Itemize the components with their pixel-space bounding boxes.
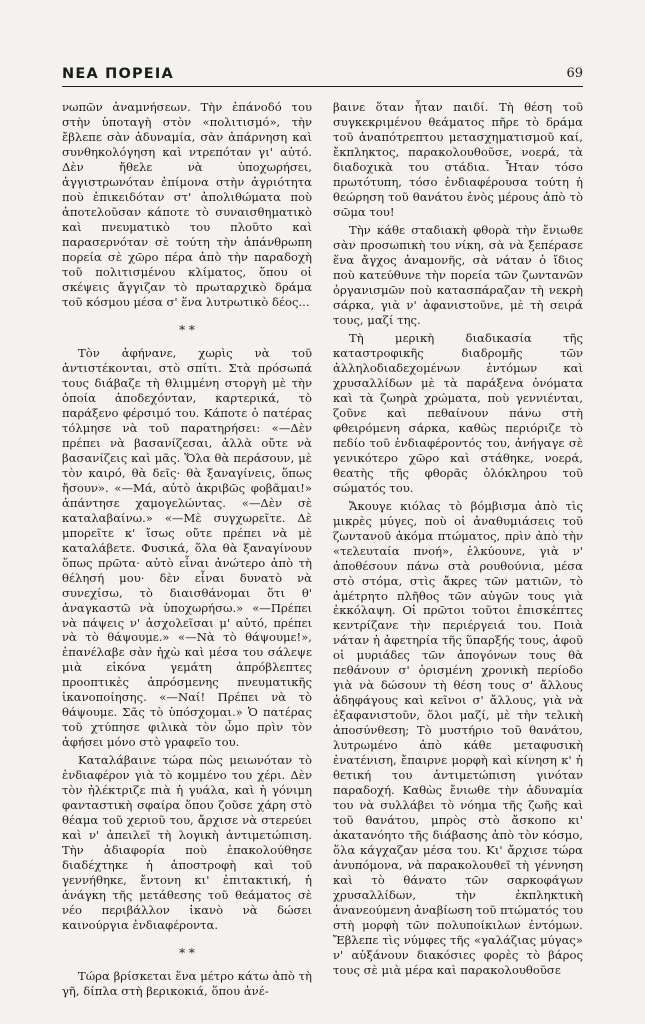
section-separator <box>62 947 312 959</box>
paragraph: Τὸν ἀφήνανε, χωρὶς νὰ τοῦ ἀντιστέκονται, στὸ σπίτι. Στὰ πρόσωπά τους διάβαζε τὴ θλιμμένη στοργὴ μὲ τὴν ὁποία ἀποδεχόνταν, καρτερικά, τὸ παράξενο φέρσιμό του. Κάποτε ὁ πατέρας τόλμησε νὰ τοῦ παρατηρήσει: «—Δὲν πρέπει νὰ βασανίζεσαι, ἀλλὰ οὔτε νὰ βασανίζεις καὶ μᾶς. Ὅλα θὰ περάσουν, μὲ τὸν καιρό, θὰ δεῖς· θὰ ξαναγίνεις, ὅπως ἤσουν». «—Μά, αὐτὸ ἀκριβῶς φοβᾶμαι!» ἀπάντησε χαμογελώντας. «—Δὲν σὲ καταλαβαίνω.» «—Μὲ συγχωρεῖτε. Δὲ μπορεῖτε κ' ἴσως οὔτε πρέπει νὰ μὲ καταλάβετε. Φυσικά, ὅλα θὰ ξαναγίνουν ὅπως πρῶτα· αὐτὸ εἶναι ἀνώτερο ἀπὸ τὴ θέλησή μου· δὲν εἶναι δυνατὸ νὰ συνεχίσω, τὸ διαισθάνομαι ὅτι θ' ἀναγκαστῶ νὰ ὑποχωρήσω.» «—Πρέπει νὰ πάψεις ν' ἀσχολεῖσαι μ' αὐτό, πρέπει νὰ τὸ θάψουμε.» «—Νὰ τὸ θάψουμε!», ἐπανέλαβε σὰν ἠχὼ καὶ μέσα του σάλεψε μιὰ εἰκόνα γεμάτη ἀπρόβλεπτες προοπτικὲς ἀπρόσμενης πνευματικῆς ἱκανοποίησης. «—Ναί! Πρέπει νὰ τὸ θάψουμε. Σᾶς τὸ ὑπόσχομαι.» Ὁ πατέρας τοῦ χτύπησε φιλικὰ τὸν ὦμο πρὶν τὸν ἀφήσει μόνο στὸ γραφεῖο του. <box>62 345 312 750</box>
paragraph: βαινε ὅταν ἦταν παιδί. Τὴ θέση τοῦ συγκεκριμένου θεάματος πῆρε τὸ δράμα τοῦ ἀναπότρεπτου μετασχηματισμοῦ καί, ἔκπληκτος, παρακολουθοῦσε, νοερά, τὰ διαδοχικὰ του στάδια. Ἦταν τόσο πρωτότυπη, τόσο ἐνδιαφέρουσα τούτη ἡ θεώρηση τοῦ θανάτου ἑνὸς μέρους ἀπὸ τὸ σῶμα του! <box>333 100 583 219</box>
left-column <box>62 100 312 999</box>
paragraph: νωπῶν ἀναμνήσεων. Τὴν ἐπάνοδό του στὴν ὑποταγὴ στὸν «πολιτισμό», τὴν ἔβλεπε σὰν ἀδυναμία, σὰν ἀπάρνηση καὶ συνθηκολόγηση καὶ ντρεπόταν γι' αὐτό. Δὲν ἤθελε νὰ ὑποχωρήσει, ἀγγιστρωνόταν ἐπίμονα στὴν ἀγριότητα ποὺ ἐπικειδόταν στ' ἀπολιθώματα ποὺ ἀποτελοῦσαν κάποτε τὸ συναισθηματικὸ καὶ πνευματικὸ του πλοῦτο καὶ παρασερνόταν σὲ τούτη τὴν ἀπάνθρωπη πορεία σὲ χῶρο πέρα ἀπὸ τὴν παραδοχὴ τοῦ πολιτισμένου κλίματος, ὅπου οἱ σκέψεις ἄγγιζαν τὸ πρωταρχικὸ δράμα τοῦ κόσμου μέσα σ' ἕνα λυτρωτικὸ δέος... <box>62 100 312 309</box>
header-rule <box>62 86 583 87</box>
paragraph: Τὴν κάθε σταδιακὴ φθορὰ τὴν ἔνιωθε σὰν προσωπικὴ του νίκη, σὰ νὰ ξεπέρασε ἕνα ἄγχος ἀναμονῆς, σὰ νάταν ὁ ἴδιος ποὺ κατεύθυνε τὴν πορεία τῶν ζωντανῶν ὀργανισμῶν ποὺ κατασπάραζαν τὴ νεκρὴ σάρκα, γιὰ ν' ἀφανιστοῦνε, μὲ τὴ σειρά τους, μαζί της. <box>333 222 583 327</box>
page-header <box>62 58 583 88</box>
paragraph: Καταλάβαινε τώρα πὼς μειωνόταν τὸ ἐνδιαφέρον γιὰ τὸ κομμένο του χέρι. Δὲν τὸν ἠλέκτριζε πιὰ ἡ γυάλα, καὶ ἡ γόνιμη φανταστικὴ σφαίρα ὅπου ζοῦσε χάρη στὸ θέαμα τοῦ χεριοῦ του, ἄρχισε νὰ στερεύει καὶ ν' ἀπειλεῖ τὴ λογικὴ ἀντιμετώπιση. Τὴν ἀδιαφορία ποὺ ἐπακολούθησε διαδέχτηκε ἡ ἀποστροφὴ καὶ τοῦ γεννήθηκε, ἔντονη κι' ἐπιτακτική, ἡ ἀνάγκη τῆς μετάθεσης τοῦ θεάματος σὲ νέο περιβάλλον ἱκανὸ νὰ δώσει καινούργια ἐνδιαφέροντα. <box>62 753 312 933</box>
asterism: * * <box>179 322 195 337</box>
journal-title: ΝΕΑ ΠΟΡΕΙΑ <box>62 66 174 82</box>
paragraph: Τὴ μερικὴ διαδικασία τῆς καταστροφικῆς διαδρομῆς τῶν ἀλληλοδιαδεχομένων ἐντόμων καὶ χρυσαλλίδων μὲ τὰ παράξενα ὀνόματα καὶ τὰ ζωηρὰ χρώματα, ποὺ γεννιένται, ζοῦνε καὶ πεθαίνουν πάνω στὴ φθειρόμενη σάρκα, καθὼς περιόριζε τὸ πεδίο τοῦ ἐνδιαφέροντός του, ἀνήγαγε σὲ γενικότερο χῶρο καὶ στάθηκε, νοερά, θεατὴς τῆς φθορᾶς ὁλόκληρου τοῦ σώματός του. <box>333 330 583 495</box>
paragraph: Ἄκουγε κιόλας τὸ βόμβισμα ἀπὸ τὶς μικρὲς μύγες, ποὺ οἱ ἀναθυμιάσεις τοῦ ζωντανοῦ ἀκόμα πτώματος, πρὶν ἀπὸ τὴν «τελευταία πνοή», ἑλκύουνε, γιὰ ν' ἀποθέσουν πάνω στὰ ρουθούνια, μέσα στὸ στόμα, στὶς ἄκρες τῶν ματιῶν, τὸ ἀμέτρητο πλῆθος τῶν αὐγῶν τους γιὰ ἐκκόλαψη. Οἱ πρῶτοι τοῦτοι ἐπισκέπτες κεντρίζανε τὴν περιέργειά του. Ποιὰ νάταν ἡ ἀφετηρία τῆς ὕπαρξής τους, ἀφοῦ οἱ μυριάδες τῶν ἀπογόνων τους θὰ πεθάνουν σ' ὁρισμένη χρονικὴ περίοδο γιὰ νὰ δώσουν τὴ θέση τους σ' ἄλλους ἀδηφάγους καὶ κεῖνοι σ' ἄλλους, γιὰ νὰ ἐξαφανιστοῦν, ὅλοι μαζί, μὲ τὴν τελικὴ ἀποσύνθεση; Τὸ μυστήριο τοῦ θανάτου, λυτρωμένο ἀπὸ κάθε μεταφυσικὴ ἐνατένιση, ἔπαιρνε μορφὴ καὶ κίνηση κ' ἡ θετική του ἀντιμετώπιση γινόταν παραδοχή. Καθὼς ἔνιωθε τὴν ἀδυναμία του νὰ συλλάβει τὸ νόημα τῆς ζωῆς καὶ τοῦ θανάτου, μπρὸς στὸ ἄσκοπο κι' ἀκατανόητο τῆς διάβασης ἀπὸ τὸν κόσμο, ὅλα κάγχαζαν μέσα του. Κι' ἄρχισε τώρα ἀνυπόμονα, νὰ παρακολουθεῖ τὴ γέννηση καὶ τὸ θάνατο τῶν σαρκοφάγων χρυσαλλίδων, τὴν ἐκπληκτικὴ ἀνανεούμενη ἀναβίωση τοῦ πτώματός του στὴ μορφὴ τῶν πολυποίκιλων ἐντόμων. Ἔβλεπε τὶς νύμφες τῆς «γαλάζιας μύγας» ν' αὐξάνουν διακόσιες φορὲς τὸ βάρος τους σὲ μιὰ μέρα καὶ παρακολουθοῦσε <box>333 498 583 978</box>
page-number: 69 <box>566 66 583 81</box>
paragraph: Τώρα βρίσκεται ἕνα μέτρο κάτω ἀπὸ τὴ γῆ, δίπλα στὴ βερικοκιά, ὅπου ἀνέ- <box>62 969 312 999</box>
asterism: * * <box>179 946 195 961</box>
section-separator <box>62 324 312 336</box>
right-column <box>333 100 583 978</box>
